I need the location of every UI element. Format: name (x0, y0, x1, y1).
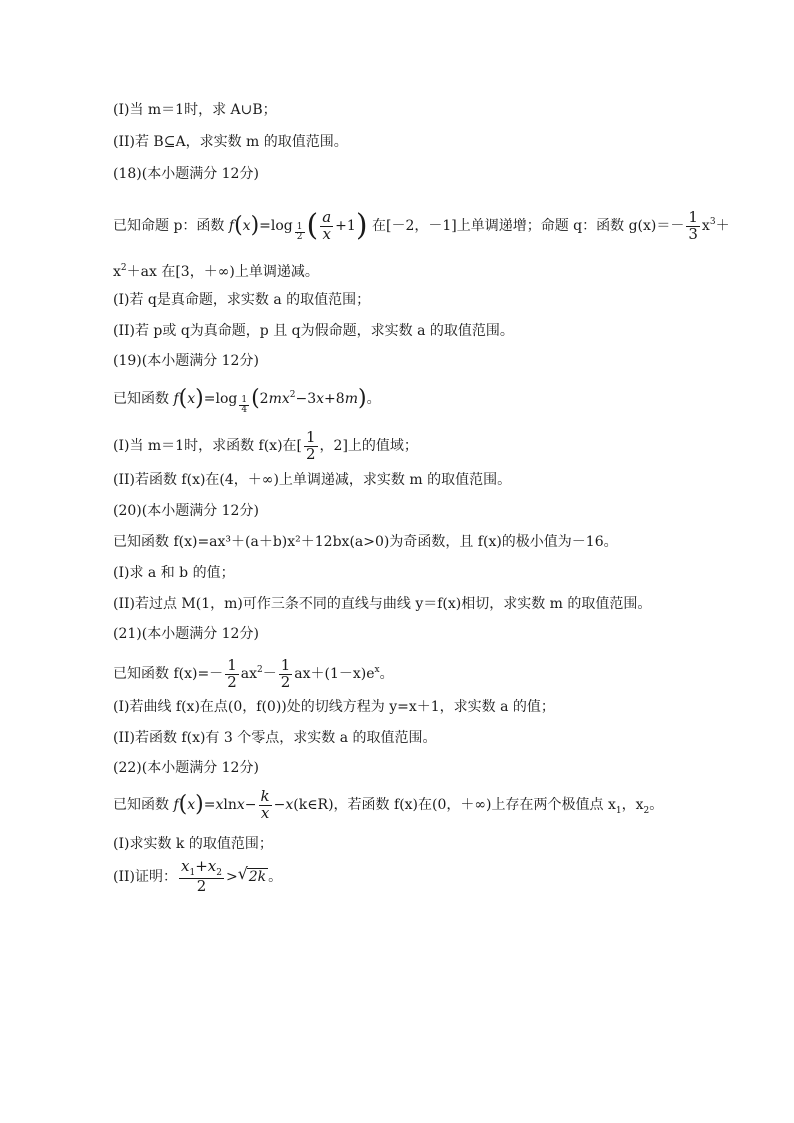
q18-log-base: $\frac{1}{2}$ (296, 221, 303, 242)
q19-part1: (I)当 m＝1时，求函数 f(x)在[ $\frac{1}{2}$ ，2]上的值域； (113, 427, 418, 463)
q20-part2: (II)若过点 M(1，m)可作三条不同的直线与曲线 y＝f(x)相切，求实数 m 的取值范围。 (113, 596, 652, 612)
q18-stem-interval: 在[－2，－1]上单调递增；命题 q：函数 g(x)＝－ (371, 218, 685, 234)
q18-part1: (I)若 q是真命题，求实数 a 的取值范围； (113, 292, 371, 308)
q17-part1: (I)当 m＝1时，求 A∪B； (113, 102, 277, 118)
q18-fraction: $\frac{a}{x}$ (322, 207, 332, 243)
q22-part2: (II)证明： $\frac{x_1+x_2}{2}$ > √ 2k 。 (113, 856, 283, 896)
q18-stem: 已知命题 p：函数 f(x)=log $\frac{1}{2}$ ( $\frac{a}{x}$ +1) 在[－2，－1]上单调递增；命题 q：函数 g(x)＝－ $\frac{1}{3}$ $x^3+$ (113, 207, 730, 243)
q18-header: (18)(本小题满分 12分) (113, 166, 259, 182)
q19-part2: (II)若函数 f(x)在(4，＋∞)上单调递减，求实数 m 的取值范围。 (113, 472, 512, 488)
q21-stem: 已知函数 f(x)=－ $\frac{1}{2}$ $ax^2-$ $\frac{1}{2}$ $ax+(1-x)e^x$。 (113, 655, 394, 691)
q18-stem-prefix: 已知命题 p：函数 (113, 218, 225, 234)
q22-stem: 已知函数 f(x)=xlnx− $\frac{k}{x}$ −x(k∈R)，若函数 f(x)在(0，＋∞)上存在两个极值点 $x_1$，$x_2$。 (113, 786, 664, 822)
q20-stem: 已知函数 f(x)=ax³＋(a＋b)x²＋12bx(a>0)为奇函数，且 f(x)的极小值为－16。 (113, 534, 618, 550)
q18-part2: (II)若 p或 q为真命题，p 且 q为假命题，求实数 a 的取值范围。 (113, 323, 514, 339)
q19-stem: 已知函数 f(x)=log $\frac{1}{4}$ $(2mx^2-3x+8m)$。 (113, 386, 381, 415)
q20-part1: (I)求 a 和 b 的值； (113, 565, 235, 581)
q21-part2: (II)若函数 f(x)有 3 个零点，求实数 a 的取值范围。 (113, 730, 437, 746)
q18-formula-fx: f (228, 218, 235, 234)
q22-part1: (I)求实数 k 的取值范围； (113, 836, 273, 852)
q18-stem-cont: $x^2+ax$ 在[3，＋∞)上单调递减。 (113, 263, 319, 280)
q20-header: (20)(本小题满分 12分) (113, 503, 259, 519)
q22-header: (22)(本小题满分 12分) (113, 760, 259, 776)
q21-part1: (I)若曲线 f(x)在点(0，f(0))处的切线方程为 y=x＋1，求实数 a 的值； (113, 699, 555, 715)
q19-header: (19)(本小题满分 12分) (113, 353, 259, 369)
q21-header: (21)(本小题满分 12分) (113, 626, 259, 642)
q17-part2: (II)若 B⊆A，求实数 m 的取值范围。 (113, 134, 348, 150)
